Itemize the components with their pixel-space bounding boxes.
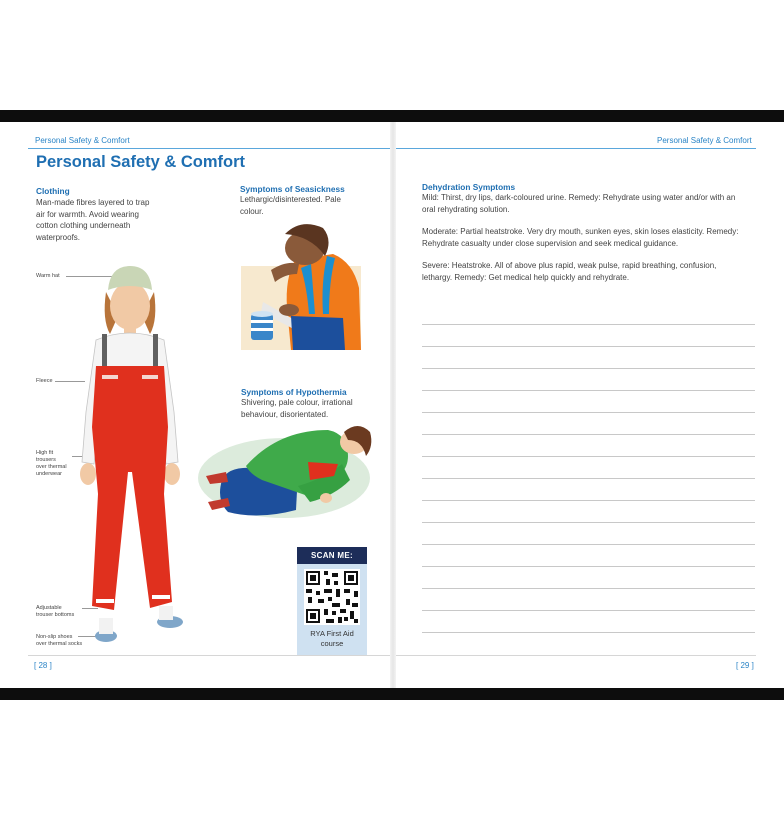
seasickness-text: Lethargic/disinterested. Pale colour. xyxy=(240,195,341,216)
note-line xyxy=(422,544,755,545)
dehydration-mild: Mild: Thirst, dry lips, dark-coloured urine. Remedy: Rehydrate using water and/or with an oral rehydrating solution. xyxy=(422,193,736,214)
label-fleece: Fleece xyxy=(36,378,53,384)
qr-heading: SCAN ME: xyxy=(297,547,367,564)
qr-caption: RYA First Aid course xyxy=(310,629,354,648)
seasickness-heading: Symptoms of Seasickness xyxy=(240,184,345,194)
sailor-clothing-illustration xyxy=(66,262,194,650)
page-number-right: [ 29 ] xyxy=(736,661,754,670)
note-line xyxy=(422,478,755,479)
note-line xyxy=(422,610,755,611)
note-line xyxy=(422,632,755,633)
label-trouser-bottoms: Adjustable trouser bottoms xyxy=(36,605,75,618)
qr-code-panel[interactable] xyxy=(297,547,367,655)
top-black-band xyxy=(0,110,784,122)
book-gutter xyxy=(390,122,396,688)
header-rule-right xyxy=(396,148,756,149)
running-header-left: Personal Safety & Comfort xyxy=(35,136,130,145)
dehydration-heading: Dehydration Symptoms xyxy=(422,182,516,192)
note-line xyxy=(422,522,755,523)
clothing-heading: Clothing xyxy=(36,186,70,196)
note-line xyxy=(422,566,755,567)
page-number-left: [ 28 ] xyxy=(34,661,52,670)
note-line xyxy=(422,368,755,369)
hypothermia-text: Shivering, pale colour, irrational behaviour, disorientated. xyxy=(241,398,353,419)
note-line xyxy=(422,390,755,391)
bottom-black-band xyxy=(0,688,784,700)
note-line xyxy=(422,500,755,501)
note-line xyxy=(422,434,755,435)
dehydration-moderate: Moderate: Partial heatstroke. Very dry mouth, sunken eyes, skin loses elasticity. Remedy: Rehydrate casualty under close supervision and seek medical guidance. xyxy=(422,227,739,248)
note-line xyxy=(422,324,755,325)
note-line xyxy=(422,456,755,457)
footer-rule-right xyxy=(396,655,756,656)
note-line xyxy=(422,412,755,413)
header-rule-left xyxy=(28,148,390,149)
dehydration-severe: Severe: Heatstroke. All of above plus rapid, weak pulse, rapid breathing, confusion, lethargy. Remedy: Get medical help quickly and rehydrate. xyxy=(422,261,717,282)
note-line xyxy=(422,346,755,347)
page-title: Personal Safety & Comfort xyxy=(36,153,246,171)
qr-code-icon[interactable] xyxy=(304,569,360,625)
label-warm-hat: Warm hat xyxy=(36,273,60,279)
clothing-text: Man-made fibres layered to trap air for warmth. Avoid wearing cotton clothing underneath waterproofs. xyxy=(36,198,150,242)
seasickness-illustration xyxy=(241,218,361,350)
running-header-right: Personal Safety & Comfort xyxy=(657,136,752,145)
note-line xyxy=(422,588,755,589)
hypothermia-heading: Symptoms of Hypothermia xyxy=(241,387,347,397)
label-shoes: Non-slip shoes over thermal socks xyxy=(36,634,83,647)
footer-rule-left xyxy=(28,655,390,656)
label-trousers: High fit trousers over thermal underwear xyxy=(36,450,67,477)
hypothermia-illustration xyxy=(198,420,374,524)
